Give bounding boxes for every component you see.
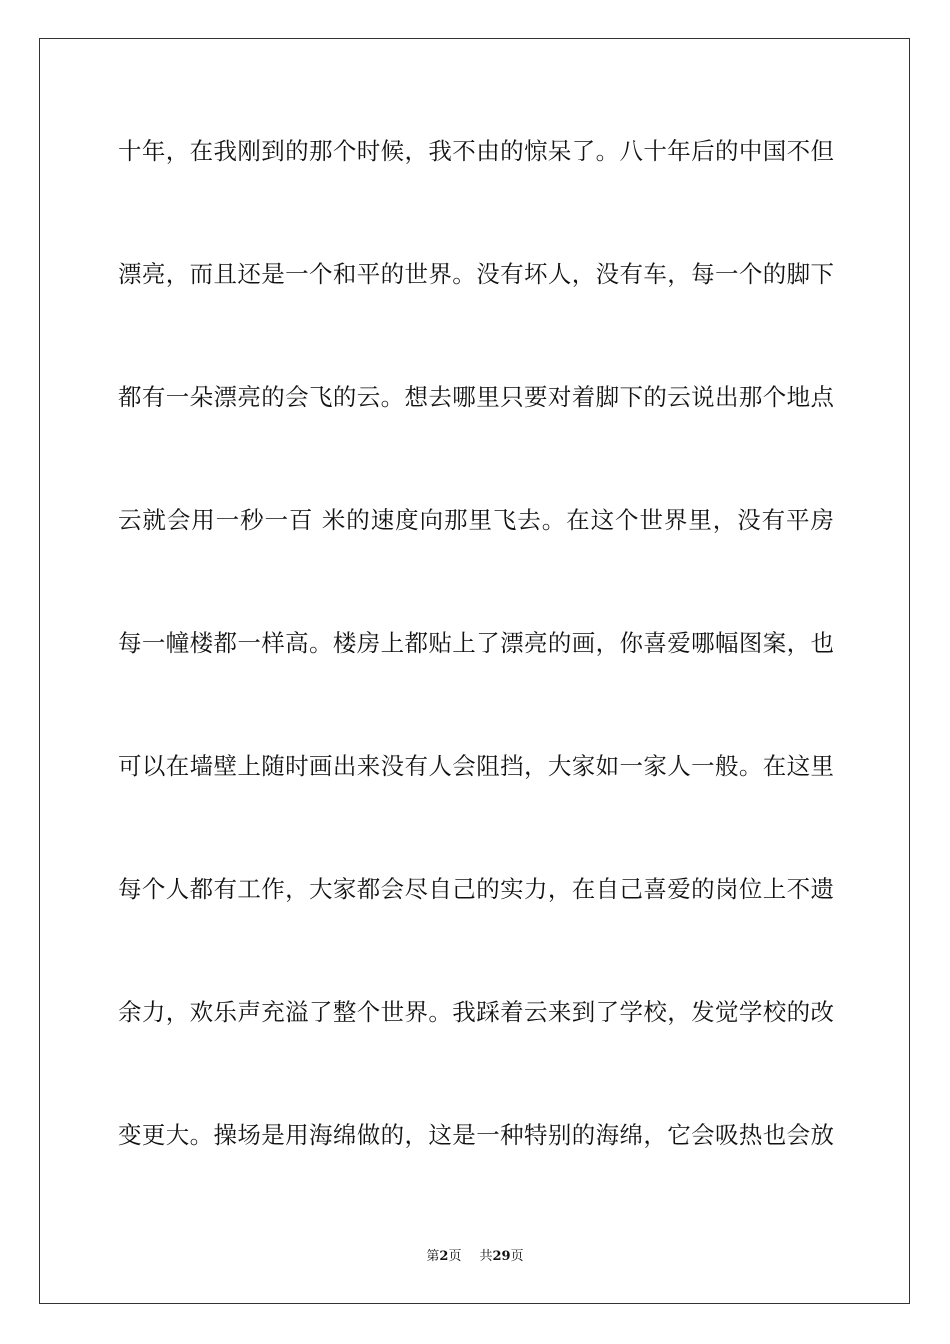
page-prefix: 第 bbox=[426, 1249, 440, 1264]
page-suffix: 页 bbox=[448, 1249, 462, 1264]
body-text-line-6: 可以在墙壁上随时画出来没有人会阻挡，大家如一家人一般。在这里 bbox=[118, 752, 834, 780]
body-text-line-1: 十年，在我刚到的那个时候，我不由的惊呆了。八十年后的中国不但 bbox=[118, 137, 834, 165]
body-text-line-7: 每个人都有工作，大家都会尽自己的实力，在自己喜爱的岗位上不遗 bbox=[118, 875, 834, 903]
page-border bbox=[39, 38, 910, 1304]
body-text-line-2: 漂亮，而且还是一个和平的世界。没有坏人，没有车，每一个的脚下 bbox=[118, 260, 834, 288]
total-prefix: 共 bbox=[479, 1249, 493, 1264]
total-pages: 29 bbox=[492, 1249, 511, 1264]
page-number: 2 bbox=[439, 1249, 449, 1264]
body-text-line-8: 余力，欢乐声充溢了整个世界。我踩着云来到了学校，发觉学校的改 bbox=[118, 998, 834, 1026]
body-text-line-3: 都有一朵漂亮的会飞的云。想去哪里只要对着脚下的云说出那个地点 bbox=[118, 383, 834, 411]
body-text-line-5: 每一幢楼都一样高。楼房上都贴上了漂亮的画，你喜爱哪幅图案，也 bbox=[118, 629, 834, 657]
body-text-line-9: 变更大。操场是用海绵做的，这是一种特别的海绵，它会吸热也会放 bbox=[118, 1121, 834, 1149]
page-footer bbox=[0, 1248, 950, 1266]
body-text-line-4: 云就会用一秒一百 米的速度向那里飞去。在这个世界里，没有平房 bbox=[118, 506, 834, 534]
total-suffix: 页 bbox=[510, 1249, 524, 1264]
